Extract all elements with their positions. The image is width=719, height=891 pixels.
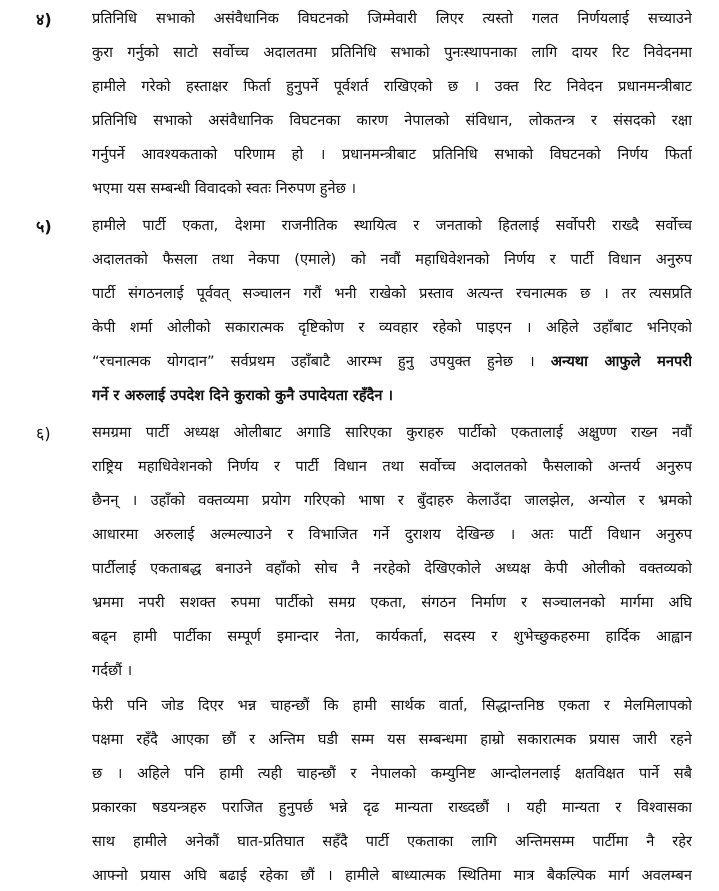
paragraph-line: प्रतिनिधि सभाको असंवैधानिक विघटनका कारण नेपालको संविधान, लोकतन्त्र र संसदको रक्षा: [92, 112, 692, 129]
paragraph-line: अदालतको फैसला तथा नेकपा (एमाले) को नवौं महाधिवेशनको निर्णय र पार्टी विधान अनुरुप: [92, 251, 692, 268]
paragraph-line: छ । अहिले पनि हामी त्यही चाहन्छौं र नेपालको कम्युनिष्ट आन्दोलनलाई क्षतविक्षत पार्ने सबै: [92, 765, 692, 782]
paragraph-line: पक्षमा रहँदै आएका छौं र अन्तिम घडी सम्म यस सम्बन्धमा हाम्रो सकारात्मक प्रयास जारी रहने: [92, 731, 692, 748]
paragraph-line: राष्ट्रिय महाधिवेशनको निर्णय र पार्टी विधान तथा सर्वोच्च अदालतको फैसलाको अन्तर्य अनुरुप: [92, 458, 692, 475]
paragraph-line: छैनन् । उहाँको वक्तव्यमा प्रयोग गरिएको भाषा र बुँदाहरु केलाउँदा जालझेल, अन्योल र भ्रमको: [92, 492, 692, 509]
paragraph-line: हामीले पार्टी एकता, देशमा राजनीतिक स्थायित्व र जनताको हितलाई सर्वोपरी राख्दै सर्वोच्च: [92, 217, 692, 234]
paragraph-line: साथ हामीले अनेकौं घात-प्रतिघात सहँदै पार्टी एकताका लागि अन्तिमसम्म पार्टीमा नै रहेर: [92, 833, 692, 850]
line-normal-text: “रचनात्मक योगदान” सर्वप्रथम उहाँबाटै आरम्भ हुनु उपयुक्त हुनेछ ।: [92, 353, 551, 370]
paragraph-line: पार्टीलाई एकताबद्ध बनाउने वहाँको सोच नै नरहेको देखिएकोले अध्यक्ष केपी ओलीको वक्तव्यको: [92, 560, 692, 577]
paragraph-line: पार्टी संगठनलाई पूर्ववत् सञ्चालन गरौं भनी राखेको प्रस्ताव अत्यन्त रचनात्मक छ । तर त्यसप्रति: [92, 285, 692, 302]
paragraph-line: समग्रमा पार्टी अध्यक्ष ओलीबाट अगाडि सारिएका कुराहरु पार्टीको एकतालाई अक्षुण्ण राख्न नवौं: [92, 424, 692, 441]
line-bold-text: अन्यथा आफुले मनपरी: [550, 353, 692, 370]
paragraph-line: आफ्नो प्रयास अघि बढाई रहेका छौं । हामीले बाध्यात्मक स्थितिमा मात्र बैकल्पिक मार्ग अवलम्बन: [92, 867, 692, 884]
paragraph-line: हामीले गरेको हस्ताक्षर फिर्ता हुनुपर्ने पूर्वशर्त राखिएको छ । उक्त रिट निवेदन प्रधानमन्त्रीबाट: [92, 78, 692, 95]
paragraph-line: प्रतिनिधि सभाको असंवैधानिक विघटनको जिम्मेवारी लिएर त्यस्तो गलत निर्णयलाई सच्याउने: [92, 10, 692, 27]
paragraph-line-bold: गर्ने र अरुलाई उपदेश दिने कुराको कुनै उपादेयता रहँदैन ।: [92, 387, 394, 404]
paragraph-line: केपी शर्मा ओलीको सकारात्मक दृष्टिकोण र व्यवहार रहेको पाइएन । अहिले उहाँबाट भनिएको: [92, 319, 692, 336]
paragraph-line: गर्नुपर्ने आवश्यकताको परिणाम हो । प्रधानमन्त्रीबाट प्रतिनिधि सभाको विघटनको निर्णय फिर्ता: [92, 146, 692, 163]
paragraph-line-mixed: [92, 352, 692, 372]
point-number: ६): [36, 424, 51, 443]
point-number: ५): [36, 217, 52, 236]
paragraph-line: भ्रममा नपरी सशक्त रुपमा पार्टीको समग्र एकता, संगठन निर्माण र सञ्चालनको मार्गमा अघि: [92, 594, 692, 611]
paragraph-line: गर्दछौं ।: [92, 662, 133, 679]
paragraph-line: भएमा यस सम्बन्धी विवादको स्वतः निरुपण हुनेछ ।: [92, 180, 357, 197]
paragraph-line: आधारमा अरुलाई अल्मल्याउने र विभाजित गर्ने दुराशय देखिन्छ । अतः पार्टी विधान अनुरुप: [92, 526, 692, 543]
paragraph-line: कुरा गर्नुको साटो सर्वोच्च अदालतमा प्रतिनिधि सभाको पुनःस्थापनाका लागि दायर रिट निवेदनमा: [92, 44, 692, 61]
paragraph-line: प्रकारका षडयन्त्रहरु पराजित हुनुपर्छ भन्ने दृढ मान्यता राख्दछौं । यही मान्यता र विश्वासका: [92, 799, 692, 816]
paragraph-line: बढ्न हामी पार्टीका सम्पूर्ण इमान्दार नेता, कार्यकर्ता, सदस्य र शुभेच्छुकहरुमा हार्दिक आह्वान: [92, 628, 692, 645]
paragraph-line: फेरी पनि जोड दिएर भन्न चाहन्छौं कि हामी सार्थक वार्ता, सिद्धान्तनिष्ठ एकता र मेलमिलापको: [92, 697, 692, 714]
point-number: ४): [36, 10, 52, 29]
